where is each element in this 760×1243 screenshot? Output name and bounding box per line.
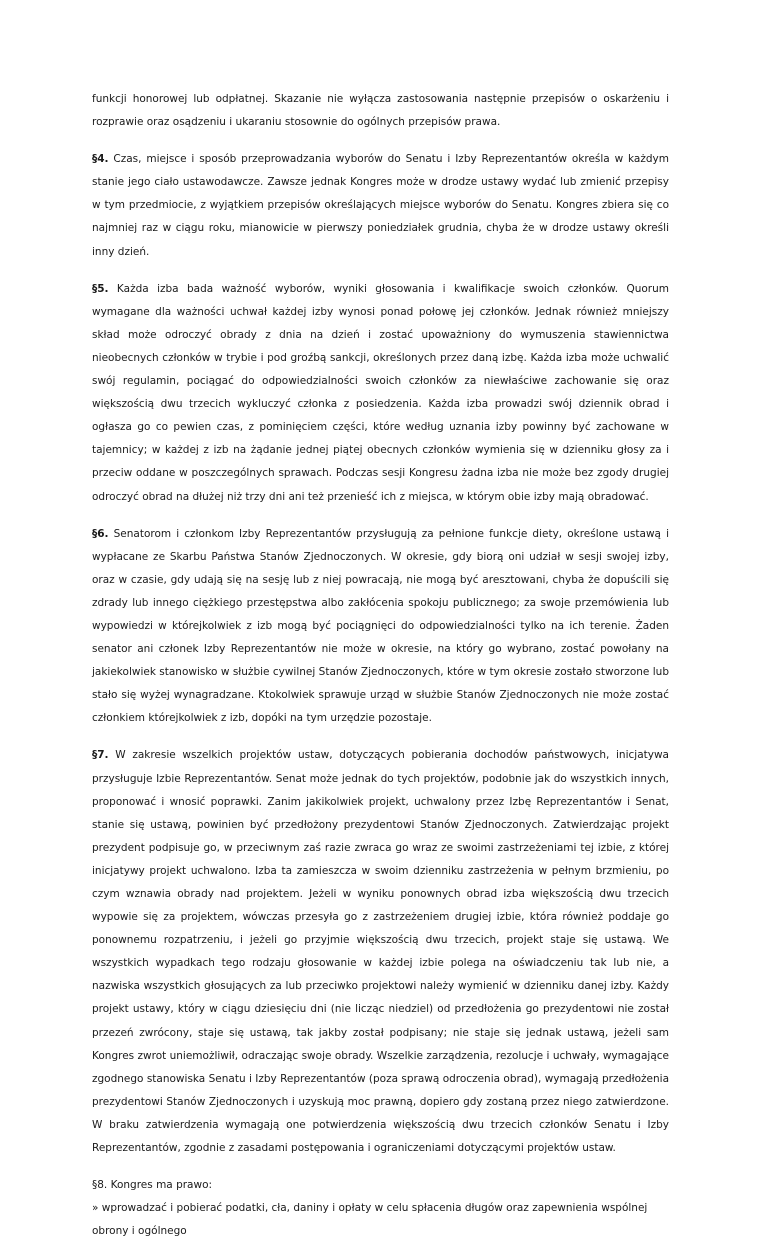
section-8-heading — [92, 1174, 669, 1197]
section-number: §7. — [92, 749, 109, 762]
section-number: §8. — [92, 1179, 108, 1192]
section-number: §5. — [92, 282, 109, 295]
paragraph-section-8 — [92, 1174, 669, 1243]
section-number: §6. — [92, 527, 109, 540]
paragraph-text: Każda izba bada ważność wyborów, wyniki głosowania i kwalifikacje swoich członków. Quorum wymagane dla ważności uchwał każdej izby wynosi ponad połowę jej członków. Jednak również mniejszy skład może odroczyć obrady z dnia na dzień i zostać upoważniony do wymuszenia stawiennictwa nieobecnych członków w trybie i pod groźbą sankcji, określonych przez daną izbę. Każda izba może uchwalić swój regulamin, pociągać do odpowiedzialności swoich członków za niewłaściwe zachowanie się oraz większością dwu trzecich wykluczyć członka z posiedzenia. Każda izba prowadzi swój dziennik obrad i ogłasza go co pewien czas, z pominięciem części, które według uznania izby powinny być zachowane w tajemnicy; w każdej z izb na żądanie jednej piątej obecnych członków wymienia się w dzienniku głosy za i przeciw oddane w poszczególnych sprawach. Podczas sesji Kongresu żadna izba nie może bez zgody drugiej odroczyć obrad na dłużej niż trzy dni ani też przenieść ich z miejsca, w którym obie izby mają obradować. — [92, 282, 669, 503]
paragraph-text: W zakresie wszelkich projektów ustaw, dotyczących pobierania dochodów państwowych, inicjatywa przysługuje Izbie Reprezentantów. Senat może jednak do tych projektów, podobnie jak do wszystkich innych, proponować i wnosić poprawki. Zanim jakikolwiek projekt, uchwalony przez Izbę Reprezentantów i Senat, stanie się ustawą, powinien być przedłożony prezydentowi Stanów Zjednoczonych. Zatwierdzając projekt prezydent podpisuje go, w przeciwnym zaś razie zwraca go wraz ze swoimi zastrzeżeniami tej izbie, z której inicjatywy projekt uchwalono. Izba ta zamieszcza w swoim dzienniku zastrzeżenia w pełnym brzmieniu, po czym wznawia obrady nad projektem. Jeżeli w wyniku ponownych obrad izba większością dwu trzecich wypowie się za projektem, wówczas przesyła go z zastrzeżeniem drugiej izbie, która również poddaje go ponownemu rozpatrzeniu, i jeżeli go przyjmie większością dwu trzecich, projekt staje się ustawą. We wszystkich wypadkach tego rodzaju głosowanie w każdej izbie polega na oświadczeniu tak lub nie, a nazwiska wszystkich głosujących za lub przeciwko projektowi należy wymienić w dzienniku danej izby. Każdy projekt ustawy, który w ciągu dziesięciu dni (nie licząc niedziel) od przedłożenia go prezydentowi nie został przezeń zwrócony, staje się ustawą, tak jakby został podpisany; nie staje się jednak ustawą, jeżeli sam Kongres zwrot uniemożliwił, odraczając swoje obrady. Wszelkie zarządzenia, rezolucje i uchwały, wymagające zgodnego stanowiska Senatu i Izby Reprezentantów (poza sprawą odroczenia obrad), wymagają przedłożenia prezydentowi Stanów Zjednoczonych i uzyskują moc prawną, dopiero gdy zostaną przez niego zatwierdzone. W braku zatwierdzenia wymagają one potwierdzenia większością dwu trzecich członków Senatu i Izby Reprezentantów, zgodnie z zasadami postępowania i ograniczeniami dotyczącymi projektów ustaw. — [92, 749, 669, 1155]
paragraph-text: Senatorom i członkom Izby Reprezentantów przysługują za pełnione funkcje diety, określone ustawą i wypłacane ze Skarbu Państwa Stanów Zjednoczonych. W okresie, gdy biorą oni udział w sesji swojej izby, oraz w czasie, gdy udają się na sesję lub z niej powracają, nie mogą być aresztowani, chyba że dopuścili się zdrady lub innego ciężkiego przestępstwa albo zakłócenia spokoju publicznego; za swoje przemówienia lub wypowiedzi w którejkolwiek z izb mogą być pociągnięci do odpowiedzialności tylko na ich terenie. Żaden senator ani członek Izby Reprezentantów nie może w okresie, na który go wybrano, zostać powołany na jakiekolwiek stanowisko w służbie cywilnej Stanów Zjednoczonych, które w tym okresie zostało stworzone lub stało się wyżej wynagradzane. Ktokolwiek sprawuje urząd w służbie Stanów Zjednoczonych nie może zostać członkiem którejkolwiek z izb, dopóki na tym urzędzie pozostaje. — [92, 527, 669, 725]
list-item: » wprowadzać i pobierać podatki, cła, daniny i opłaty w celu spłacenia długów oraz zapewnienia wspólnej obrony i ogólnego — [92, 1202, 648, 1238]
paragraph-continuation — [92, 88, 669, 134]
paragraph-section-6 — [92, 523, 669, 731]
section-8-heading-text: Kongres ma prawo: — [107, 1179, 213, 1192]
paragraph-section-7 — [92, 744, 669, 1160]
document-page — [92, 88, 669, 1243]
paragraph-text: funkcji honorowej lub odpłatnej. Skazanie nie wyłącza zastosowania następnie przepisów o oskarżeniu i rozprawie oraz osądzeniu i ukaraniu stosownie do ogólnych przepisów prawa. — [92, 93, 669, 129]
section-number: §4. — [92, 153, 109, 166]
paragraph-section-5 — [92, 278, 669, 509]
paragraph-text: Czas, miejsce i sposób przeprowadzania wyborów do Senatu i Izby Reprezentantów określa w każdym stanie jego ciało ustawodawcze. Zawsze jednak Kongres może w drodze ustawy wydać lub zmienić przepisy w tym przedmiocie, z wyjątkiem przepisów określających miejsce wyborów do Senatu. Kongres zbiera się co najmniej raz w ciągu roku, mianowicie w pierwszy poniedziałek grudnia, chyba że w drodze ustawy określi inny dzień. — [92, 153, 669, 258]
paragraph-section-4 — [92, 148, 669, 263]
